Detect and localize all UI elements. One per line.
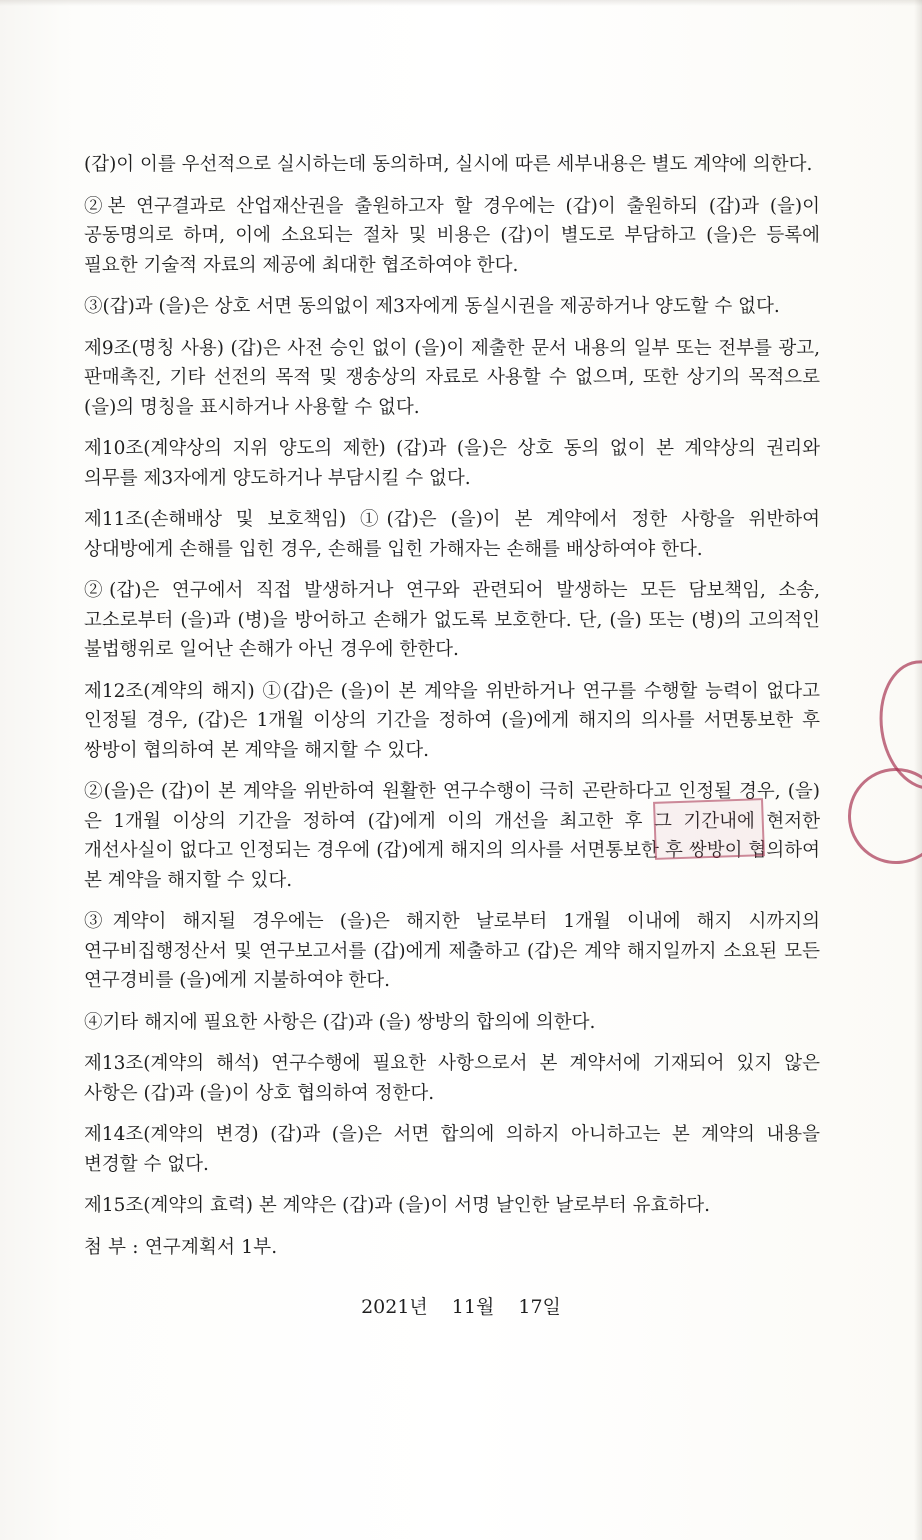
clause-15-effect: 제15조(계약의 효력) 본 계약은 (갑)과 (을)이 서명 날인한 날로부터 유효하다. bbox=[84, 1195, 711, 1216]
clause-13-interpretation: 제13조(계약의 해석) 연구수행에 필요한 사항으로서 본 계약서에 기재되어 있지 않은 사항은 (갑)과 (을)이 상호 협의하여 정한다. bbox=[84, 1053, 820, 1104]
clause-12-item-4: ④기타 해지에 필요한 사항은 (갑)과 (을) 쌍방의 합의에 의한다. bbox=[84, 1011, 596, 1033]
overlap-stamp-mark bbox=[653, 798, 765, 860]
contract-date: 2021년 11월 17일 bbox=[361, 1296, 561, 1318]
clause-12-item-3: ③계약이 해지될 경우에는 (을)은 해지한 날로부터 1개월 이내에 해지 시까지의 연구비집행정산서 및 연구보고서를 (갑)에게 제출하고 (갑)은 계약 해지일까지 소요된 모든 연구경비를 (을)에게 지불하여야 한다. bbox=[84, 911, 820, 991]
clause-9-name-use: 제9조(명칭 사용) (갑)은 사전 승인 없이 (을)이 제출한 문서 내용의 일부 또는 전부를 광고, 판매촉진, 기타 선전의 목적 및 쟁송상의 자료로 사용할 수 없으며, 또한 상기의 목적으로 (을)의 명칭을 표시하거나 사용할 수 없다. bbox=[84, 337, 820, 418]
contract-body bbox=[84, 150, 820, 1263]
clause-10-transfer-limit: 제10조(계약상의 지위 양도의 제한) (갑)과 (을)은 상호 동의 없이 본 계약상의 권리와 의무를 제3자에게 양도하거나 부담시킬 수 없다. bbox=[84, 438, 820, 489]
seal-stamp-lower-right bbox=[838, 758, 922, 874]
clause-11-item-2: ②(갑)은 연구에서 직접 발생하거나 연구와 관련되어 발생하는 모든 담보책임, 소송, 고소로부터 (을)과 (병)을 방어하고 손해가 없도록 보호한다. 단, (을) 또는 (병)의 고의적인 불법행위로 일어난 손해가 아닌 경우에 한한다. bbox=[84, 580, 820, 660]
clause-11-item-1: 제11조(손해배상 및 보호책임) ①(갑)은 (을)이 본 계약에서 정한 사항을 위반하여 상대방에게 손해를 입힌 경우, 손해를 입힌 가해자는 손해를 배상하여야 한다. bbox=[84, 509, 820, 560]
clause-8-continuation: (갑)이 이를 우선적으로 실시하는데 동의하며, 실시에 따른 세부내용은 별도 계약에 의한다. bbox=[84, 154, 813, 175]
clause-8-item-2: ②본 연구결과로 산업재산권을 출원하고자 할 경우에는 (갑)이 출원하되 (갑)과 (을)이 공동명의로 하며, 이에 소요되는 절차 및 비용은 (갑)이 별도로 부담하고 (을)은 등록에 필요한 기술적 자료의 제공에 최대한 협조하여야 한다. bbox=[84, 195, 820, 276]
clause-12-item-2: ②(을)은 (갑)이 본 계약을 위반하여 원활한 연구수행이 극히 곤란하다고 인정될 경우, (을)은 1개월 이상의 기간을 정하여 (갑)에게 이의 개선을 최고한 후 그 기간내에 현저한 개선사실이 없다고 인정되는 경우에 (갑)에게 해지의 의사를 서면통보한 후 쌍방이 협의하여 본 계약을 해지할 수 있다. bbox=[84, 781, 820, 891]
page-top-shadow bbox=[0, 0, 922, 6]
clause-12-item-1: 제12조(계약의 해지) ①(갑)은 (을)이 본 계약을 위반하거나 연구를 수행할 능력이 없다고 인정될 경우, (갑)은 1개월 이상의 기간을 정하여 (을)에게 해지의 의사를 서면통보한 후 쌍방이 협의하여 본 계약을 해지할 수 있다. bbox=[84, 680, 820, 761]
clause-8-item-3: ③(갑)과 (을)은 상호 서면 동의없이 제3자에게 동실시권을 제공하거나 양도할 수 없다. bbox=[84, 296, 780, 317]
clause-14-amendment: 제14조(계약의 변경) (갑)과 (을)은 서면 합의에 의하지 아니하고는 본 계약의 내용을 변경할 수 없다. bbox=[84, 1124, 820, 1175]
attachment-line: 첨 부 : 연구계획서 1부. bbox=[84, 1236, 278, 1258]
